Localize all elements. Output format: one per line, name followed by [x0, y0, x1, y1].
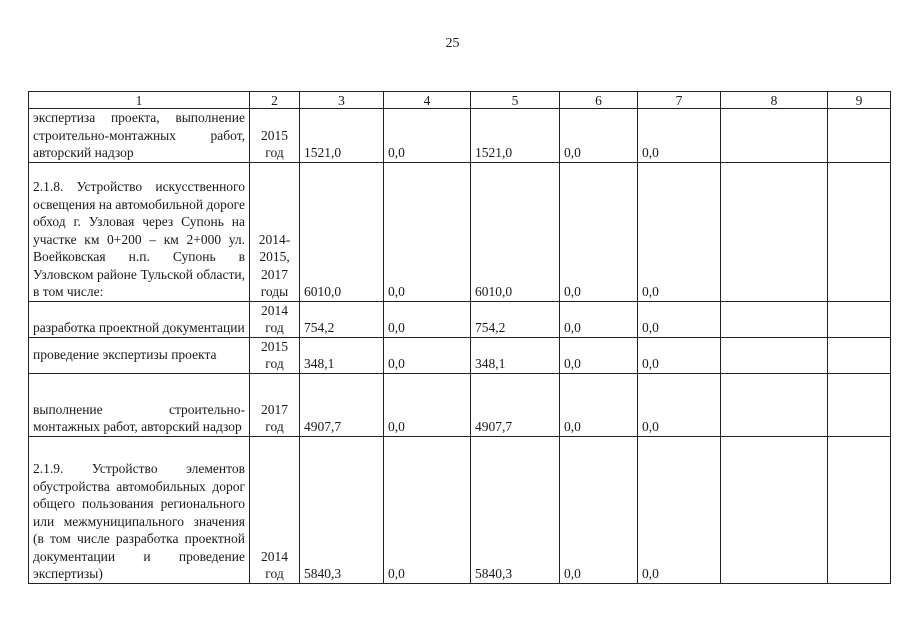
cell-col9: [828, 337, 891, 373]
cell-col5: 6010,0: [471, 162, 560, 301]
cell-col6: 0,0: [560, 337, 638, 373]
header-row: [29, 92, 891, 109]
cell-col4: 0,0: [384, 436, 471, 583]
budget-table: [28, 91, 891, 584]
cell-col9: [828, 301, 891, 337]
page-number: 25: [445, 36, 460, 51]
column-header: 3: [300, 92, 384, 109]
table-row: [29, 436, 891, 583]
cell-col3: 348,1: [300, 337, 384, 373]
cell-col4: 0,0: [384, 109, 471, 163]
cell-col6: 0,0: [560, 109, 638, 163]
cell-col5: 1521,0: [471, 109, 560, 163]
cell-col5: 5840,3: [471, 436, 560, 583]
table-row: [29, 337, 891, 373]
row-period: 2014 год: [250, 301, 300, 337]
cell-col7: 0,0: [638, 436, 721, 583]
row-period: 2015 год: [250, 337, 300, 373]
cell-col7: 0,0: [638, 373, 721, 436]
column-header: 1: [29, 92, 250, 109]
cell-col8: [721, 373, 828, 436]
cell-col3: 754,2: [300, 301, 384, 337]
table-row: [29, 109, 891, 163]
row-period: 2017 год: [250, 373, 300, 436]
row-period: 2014 год: [250, 436, 300, 583]
cell-col9: [828, 436, 891, 583]
cell-col4: 0,0: [384, 373, 471, 436]
cell-col5: 754,2: [471, 301, 560, 337]
cell-col9: [828, 162, 891, 301]
cell-col3: 1521,0: [300, 109, 384, 163]
cell-col7: 0,0: [638, 109, 721, 163]
cell-col8: [721, 301, 828, 337]
column-header: 4: [384, 92, 471, 109]
cell-col6: 0,0: [560, 436, 638, 583]
cell-col9: [828, 373, 891, 436]
cell-col8: [721, 436, 828, 583]
cell-col5: 4907,7: [471, 373, 560, 436]
row-name: 2.1.8. Устройство искусственного освещения на автомобильной дороге обход г. Узловая через Супонь на участке км 0+200 – км 2+000 ул. Воейковская н.п. Супонь в Узловском районе Тульской области, в том числе:: [29, 162, 250, 301]
cell-col9: [828, 109, 891, 163]
cell-col8: [721, 337, 828, 373]
cell-col5: 348,1: [471, 337, 560, 373]
cell-col7: 0,0: [638, 162, 721, 301]
cell-col7: 0,0: [638, 301, 721, 337]
row-period: 2014-2015, 2017 годы: [250, 162, 300, 301]
table-row: [29, 301, 891, 337]
column-header: 2: [250, 92, 300, 109]
row-name: проведение экспертизы проекта: [29, 337, 250, 373]
cell-col7: 0,0: [638, 337, 721, 373]
table-row: [29, 162, 891, 301]
cell-col8: [721, 109, 828, 163]
row-name: 2.1.9. Устройство элементов обустройства автомобильных дорог общего пользования регионального или межмуниципального значения (в том числе разработка проектной документации и проведение экспертизы): [29, 436, 250, 583]
column-header: 8: [721, 92, 828, 109]
cell-col3: 4907,7: [300, 373, 384, 436]
row-name: экспертиза проекта, выполнение строительно-монтажных работ, авторский надзор: [29, 109, 250, 163]
cell-col3: 6010,0: [300, 162, 384, 301]
row-name: выполнение строительно-монтажных работ, авторский надзор: [29, 373, 250, 436]
row-name: разработка проектной документации: [29, 301, 250, 337]
cell-col6: 0,0: [560, 162, 638, 301]
cell-col4: 0,0: [384, 162, 471, 301]
cell-col4: 0,0: [384, 337, 471, 373]
column-header: 5: [471, 92, 560, 109]
table-row: [29, 373, 891, 436]
cell-col6: 0,0: [560, 301, 638, 337]
cell-col8: [721, 162, 828, 301]
cell-col4: 0,0: [384, 301, 471, 337]
cell-col6: 0,0: [560, 373, 638, 436]
row-period: 2015 год: [250, 109, 300, 163]
column-header: 9: [828, 92, 891, 109]
column-header: 6: [560, 92, 638, 109]
cell-col3: 5840,3: [300, 436, 384, 583]
column-header: 7: [638, 92, 721, 109]
